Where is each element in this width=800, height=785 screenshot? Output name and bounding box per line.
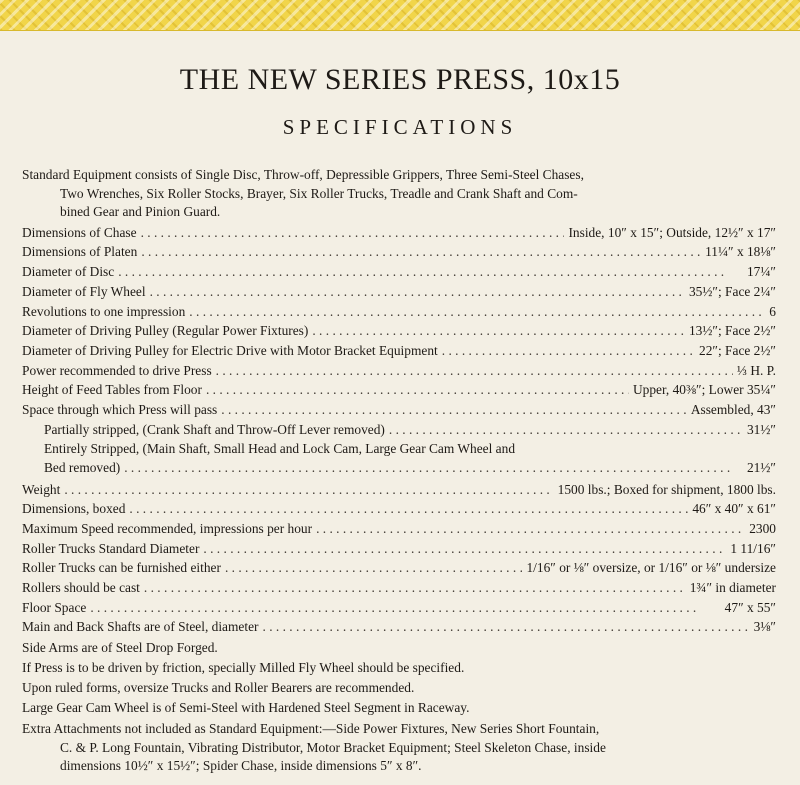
spec-label: Weight: [22, 481, 61, 497]
spec-row: [22, 520, 776, 540]
spec-label: Diameter of Driving Pulley for Electric Drive with Motor Bracket Equipment: [22, 342, 438, 358]
spec-label: Maximum Speed recommended, impressions per hour: [22, 521, 313, 536]
spec-label: Diameter of Driving Pulley (Regular Power Fixtures): [22, 323, 309, 339]
spec-row: [22, 362, 776, 382]
dot-leader: [124, 459, 743, 478]
spec-row: [22, 500, 776, 520]
extra-attachments-paragraph: [22, 720, 776, 776]
dot-leader: [389, 421, 743, 440]
spec-row: [22, 401, 776, 421]
spec-label: Bed removed): [44, 459, 121, 475]
intro-line: Standard Equipment consists of Single Disc, Throw-off, Depressible Grippers, Three Semi-Steel Chases,: [22, 167, 584, 182]
spec-label: Roller Trucks can be furnished either: [22, 560, 221, 576]
spec-line-entirely-stripped: [22, 440, 776, 459]
spec-label: Dimensions of Platen: [22, 244, 138, 260]
page-subtitle: SPECIFICATIONS: [282, 115, 518, 139]
spec-row: [22, 559, 776, 579]
spec-row-partially-stripped: [22, 421, 776, 441]
spec-value: 11¼″ x 18⅛″: [705, 244, 776, 260]
spec-row: [22, 481, 776, 501]
spec-row: [22, 342, 776, 362]
spec-row: [22, 322, 776, 342]
spec-value: 35½″; Face 2¼″: [688, 283, 776, 299]
spec-label: Roller Trucks Standard Diameter: [22, 540, 200, 556]
dot-leader: [442, 342, 695, 361]
spec-value: 17¼″: [746, 264, 776, 280]
note-line: Large Gear Cam Wheel is of Semi-Steel with Hardened Steel Segment in Raceway.: [22, 700, 470, 716]
dot-leader: [225, 559, 523, 578]
note-line: Upon ruled forms, oversize Trucks and Roller Bearers are recommended.: [22, 680, 415, 696]
spec-row: [22, 283, 776, 303]
spec-value: 13½″; Face 2½″: [688, 323, 776, 339]
spec-label: Power recommended to drive Press: [22, 362, 212, 378]
spec-value: 46″ x 40″ x 61″: [692, 501, 776, 517]
dot-leader: [144, 579, 686, 598]
spec-row: [22, 303, 776, 323]
page-title: THE NEW SERIES PRESS, 10x15: [179, 63, 621, 96]
dot-leader: [203, 540, 726, 559]
dot-leader: [216, 362, 733, 381]
spec-value: Upper, 40⅜″; Lower 35¼″: [632, 382, 776, 398]
spec-value: 31½″: [746, 421, 776, 437]
dot-leader: [64, 481, 553, 500]
dot-leader: [141, 224, 565, 243]
dot-leader: [150, 283, 685, 302]
dot-leader: [206, 381, 629, 400]
spec-label: Entirely Stripped, (Main Shaft, Small Head and Lock Cam, Large Gear Cam Wheel and: [44, 441, 516, 457]
spec-value: Inside, 10″ x 15″; Outside, 12½″ x 17″: [568, 224, 776, 240]
dot-leader: [263, 618, 750, 637]
spec-label: Floor Space: [22, 599, 87, 615]
spec-value: 1¾″ in diameter: [689, 580, 776, 596]
spec-value: 3⅛″: [753, 619, 776, 635]
spec-label: Diameter of Fly Wheel: [22, 283, 146, 299]
spec-label: Dimensions, boxed: [22, 501, 126, 517]
dot-leader: [141, 243, 701, 262]
note-line: If Press is to be driven by friction, specially Milled Fly Wheel should be specified.: [22, 660, 465, 676]
specifications-body: [22, 166, 776, 776]
spec-label: Partially stripped, (Crank Shaft and Throw-Off Lever removed): [44, 421, 385, 437]
spec-value: ⅓ H. P.: [736, 362, 776, 378]
spec-label: Rollers should be cast: [22, 580, 140, 596]
dot-leader: [312, 322, 685, 341]
spec-label: Main and Back Shafts are of Steel, diameter: [22, 619, 259, 635]
spec-label: Space through which Press will pass: [22, 401, 218, 417]
spec-label: Dimensions of Chase: [22, 224, 137, 240]
intro-line: bined Gear and Pinion Guard.: [60, 204, 221, 220]
spec-row: [22, 579, 776, 599]
dot-leader: [316, 520, 745, 539]
spec-row: [22, 243, 776, 263]
spec-value: 21½″: [746, 459, 776, 475]
spec-row: [22, 263, 776, 283]
spec-value: Assembled, 43″: [690, 401, 776, 417]
spec-row: [22, 618, 776, 638]
dot-leader: [90, 599, 720, 618]
spec-value: 1 11/16″: [730, 540, 776, 556]
dot-leader: [129, 500, 688, 519]
spec-value: 1500 lbs.; Boxed for shipment, 1800 lbs.: [557, 481, 776, 497]
extra-line: C. & P. Long Fountain, Vibrating Distributor, Motor Bracket Equipment; Steel Skeleton Chase, inside: [60, 739, 606, 755]
decorative-border: [0, 0, 800, 31]
spec-row-bed-removed: [22, 459, 776, 479]
spec-row: [22, 599, 776, 619]
spec-row: [22, 224, 776, 244]
standard-equipment-paragraph: [22, 166, 776, 222]
dot-leader: [118, 263, 743, 282]
spec-row: [22, 540, 776, 560]
spec-value: 1/16″ or ⅛″ oversize, or 1/16″ or ⅛″ undersize: [526, 560, 776, 576]
spec-label: Diameter of Disc: [22, 264, 115, 280]
spec-row: [22, 381, 776, 401]
spec-value: 22″; Face 2½″: [699, 342, 776, 358]
spec-label: Height of Feed Tables from Floor: [22, 382, 202, 398]
spec-label: Revolutions to one impression: [22, 303, 186, 319]
spec-value: 2300: [749, 521, 776, 536]
extra-line: Extra Attachments not included as Standard Equipment:—Side Power Fixtures, New Series Short Fountain,: [22, 721, 600, 737]
spec-value: 6: [769, 303, 776, 319]
spec-value: 47″ x 55″: [724, 599, 776, 615]
dot-leader: [189, 303, 765, 322]
extra-line: dimensions 10½″ x 15½″; Spider Chase, inside dimensions 5″ x 8″.: [60, 758, 422, 774]
dot-leader: [221, 401, 687, 420]
intro-line: Two Wrenches, Six Roller Stocks, Brayer, Six Roller Trucks, Treadle and Crank Shaft and Com-: [60, 185, 578, 201]
note-line: Side Arms are of Steel Drop Forged.: [22, 640, 218, 656]
